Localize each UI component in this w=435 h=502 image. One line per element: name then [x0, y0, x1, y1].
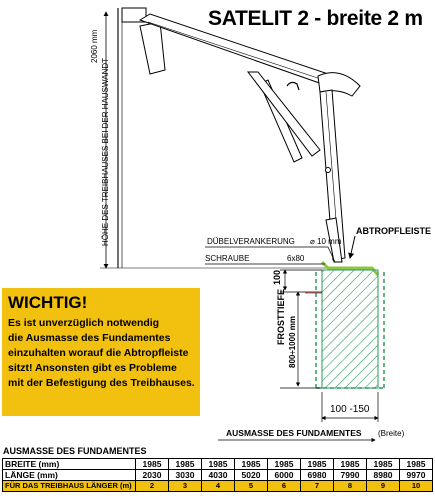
- foundation-width-value: 100 -150: [330, 404, 370, 415]
- table-cell: 8: [334, 481, 367, 492]
- table-cell: 6980: [301, 470, 334, 481]
- dimension-100: 100: [272, 269, 282, 285]
- frost-depth-value: 800÷1000 mm: [288, 316, 297, 368]
- table-cell: 1985: [334, 459, 367, 470]
- height-value: 2060 mm: [90, 29, 99, 63]
- table-cell: 9: [367, 481, 400, 492]
- table-row-label: LÄNGE (mm): [3, 470, 136, 481]
- frost-depth-label: FROSTTIEFE: [276, 289, 286, 345]
- warning-line: die Ausmasse des Fundamentes: [8, 332, 171, 344]
- warning-line: sitzt! Ansonsten gibt es Probleme: [8, 362, 177, 374]
- table-cell: 4: [202, 481, 235, 492]
- table-cell: 3030: [169, 470, 202, 481]
- page-title: SATELIT 2 - breite 2 m: [208, 7, 423, 30]
- screw-label: SCHRAUBE: [205, 254, 250, 263]
- table-cell: 7: [301, 481, 334, 492]
- table-row: [3, 481, 433, 492]
- table-cell: 1985: [235, 459, 268, 470]
- warning-title: WICHTIG!: [8, 293, 88, 312]
- table-cell: 5: [235, 481, 268, 492]
- greenhouse-frame: [122, 8, 360, 262]
- table-row: [3, 470, 433, 481]
- table-cell: 2: [136, 481, 169, 492]
- warning-box: [2, 288, 200, 416]
- table-cell: 1985: [169, 459, 202, 470]
- table-cell: 8980: [367, 470, 400, 481]
- foundation-dimensions-label: AUSMASSE DES FUNDAMENTES: [226, 428, 362, 438]
- warning-line: Es ist unverzüglich notwendig: [8, 317, 160, 329]
- table-cell: 7990: [334, 470, 367, 481]
- table-row: [3, 459, 433, 470]
- table-cell: 1985: [400, 459, 433, 470]
- table-cell: 2030: [136, 470, 169, 481]
- dowel-anchor-label: DÜBELVERANKERUNG: [207, 237, 295, 246]
- foundation: [305, 270, 384, 390]
- table-cell: 1985: [136, 459, 169, 470]
- table-cell: 9970: [400, 470, 433, 481]
- width-note: (Breite): [378, 429, 405, 438]
- table-cell: 1985: [367, 459, 400, 470]
- warning-line: einzuhalten worauf die Abtropfleiste: [8, 347, 189, 359]
- table-cell: 3: [169, 481, 202, 492]
- table-cell: 6: [268, 481, 301, 492]
- table-cell: 5020: [235, 470, 268, 481]
- foundation-table: [2, 458, 433, 492]
- table-title: AUSMASSE DES FUNDAMENTES: [3, 446, 147, 456]
- screw-value: 6x80: [287, 254, 305, 263]
- warning-line: mit der Befestigung des Treibhauses.: [8, 377, 195, 389]
- table-cell: 1985: [268, 459, 301, 470]
- table-row-label: BREITE (mm): [3, 459, 136, 470]
- table-cell: 6000: [268, 470, 301, 481]
- drip-strip-arrow: [350, 236, 355, 258]
- table-cell: 1985: [301, 459, 334, 470]
- dowel-anchor-value: ⌀ 10 mm: [310, 237, 342, 246]
- height-label: HÖHE DES TREIBHAUSES BEI DER HAUSWANDT: [101, 57, 110, 246]
- drip-strip-label: ABTROPFLEISTE: [356, 226, 432, 236]
- house-wall: [118, 8, 122, 268]
- warning-text: [8, 316, 194, 391]
- table-cell: 4030: [202, 470, 235, 481]
- table-cell: 10: [400, 481, 433, 492]
- table-row-label: FÜR DAS TREIBHAUS LÄNGER (m): [3, 481, 136, 492]
- table-cell: 1985: [202, 459, 235, 470]
